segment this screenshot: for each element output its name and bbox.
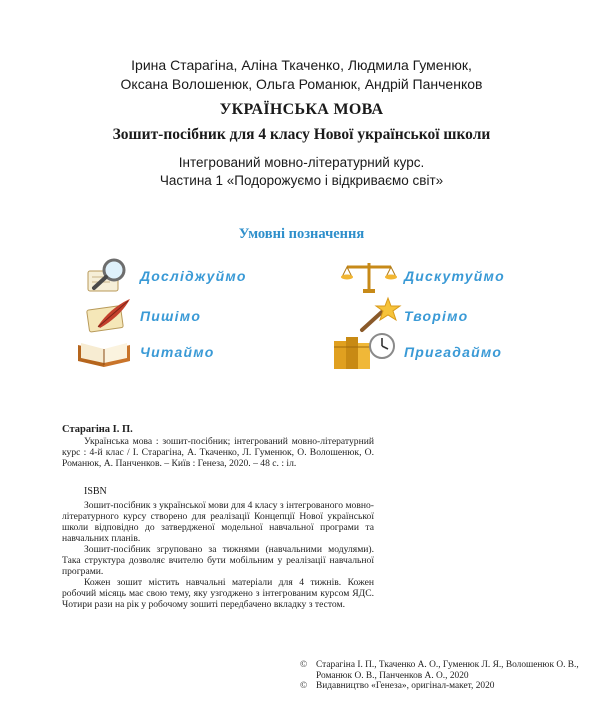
catalog-paragraph-2: Зошит-посібник згруповано за тижнями (навчальними модулями). Така структура дозволяє вчителю бути мобільним у реалізації навчальної програми.: [62, 544, 374, 577]
course-info: [0, 154, 603, 190]
copyright-publisher: [300, 681, 580, 692]
copyright-symbol: ©: [300, 660, 308, 670]
legend-label-discuss: Дискутуймо: [404, 268, 505, 284]
course-line-2: Частина 1 «Подорожуємо і відкриваємо світ»: [159, 173, 444, 188]
copyright-authors: [300, 660, 580, 681]
isbn: ISBN: [84, 486, 107, 497]
quill-icon: [84, 296, 134, 334]
legend-label-remember: Пригадаймо: [404, 344, 503, 360]
authors-line-1: Ірина Старагіна, Аліна Ткаченко, Людмила Гуменюк,: [131, 57, 472, 73]
course-line-1: Інтегрований мовно-літературний курс.: [178, 155, 425, 170]
copyright-symbol: ©: [300, 681, 308, 692]
catalog-heading: Старагіна І. П.: [62, 424, 133, 435]
copyright-authors-text: Старагіна І. П., Ткаченко А. О., Гуменюк Л. Я., Волошенюк О. В., Романюк О. В., Панченков А. О., 2020: [316, 660, 579, 681]
legend-label-explore: Досліджуймо: [140, 268, 247, 284]
catalog-paragraph-3: Кожен зошит містить навчальні матеріали для 4 тижнів. Кожен робочий місяць має свою тему, яку узгоджено з інтегрованим курсом ЯДС. Чотири рази на рік у робочому зошиті передбачено вкладку з тестом.: [62, 577, 374, 610]
legend-label-create: Творімо: [404, 308, 469, 324]
legend-label-read: Читаймо: [140, 344, 215, 360]
scales-icon: [341, 257, 391, 295]
open-book-icon: [74, 333, 134, 371]
catalog-description: Українська мова : зошит-посібник; інтегрований мовно-літературний курс : 4-й клас / І. Старагіна, А. Ткаченко, Л. Гуменюк, О. Волошенюк, О. Романюк, А. Панченков. – Київ : Генеза, 2020. – 48 с. : іл.: [62, 436, 374, 469]
catalog-annotation: [62, 500, 374, 610]
legend-title: Умовні позначення: [238, 226, 365, 242]
magnifier-icon: [84, 257, 134, 295]
authors-line-2: Оксана Волошенюк, Ольга Романюк, Андрій Панченков: [120, 76, 483, 92]
legend-label-write: Пишімо: [140, 308, 202, 324]
copyright-block: [300, 660, 580, 692]
books-clock-icon: [332, 331, 398, 371]
book-subtitle: Зошит-посібник для 4 класу Нової української школи: [112, 126, 491, 143]
magic-wand-icon: [356, 296, 406, 334]
copyright-publisher-text: Видавництво «Генеза», оригінал-макет, 2020: [316, 681, 495, 692]
authors: [0, 56, 603, 94]
catalog-paragraph-1: Зошит-посібник з української мови для 4 класу з інтегрованого мовно-літературного курсу створено для реалізації Концепції Нової української школи відповідно до затвердженої модельної навчальної програми та навчальних планів.: [62, 500, 374, 544]
book-title: УКРАЇНСЬКА МОВА: [219, 101, 384, 118]
